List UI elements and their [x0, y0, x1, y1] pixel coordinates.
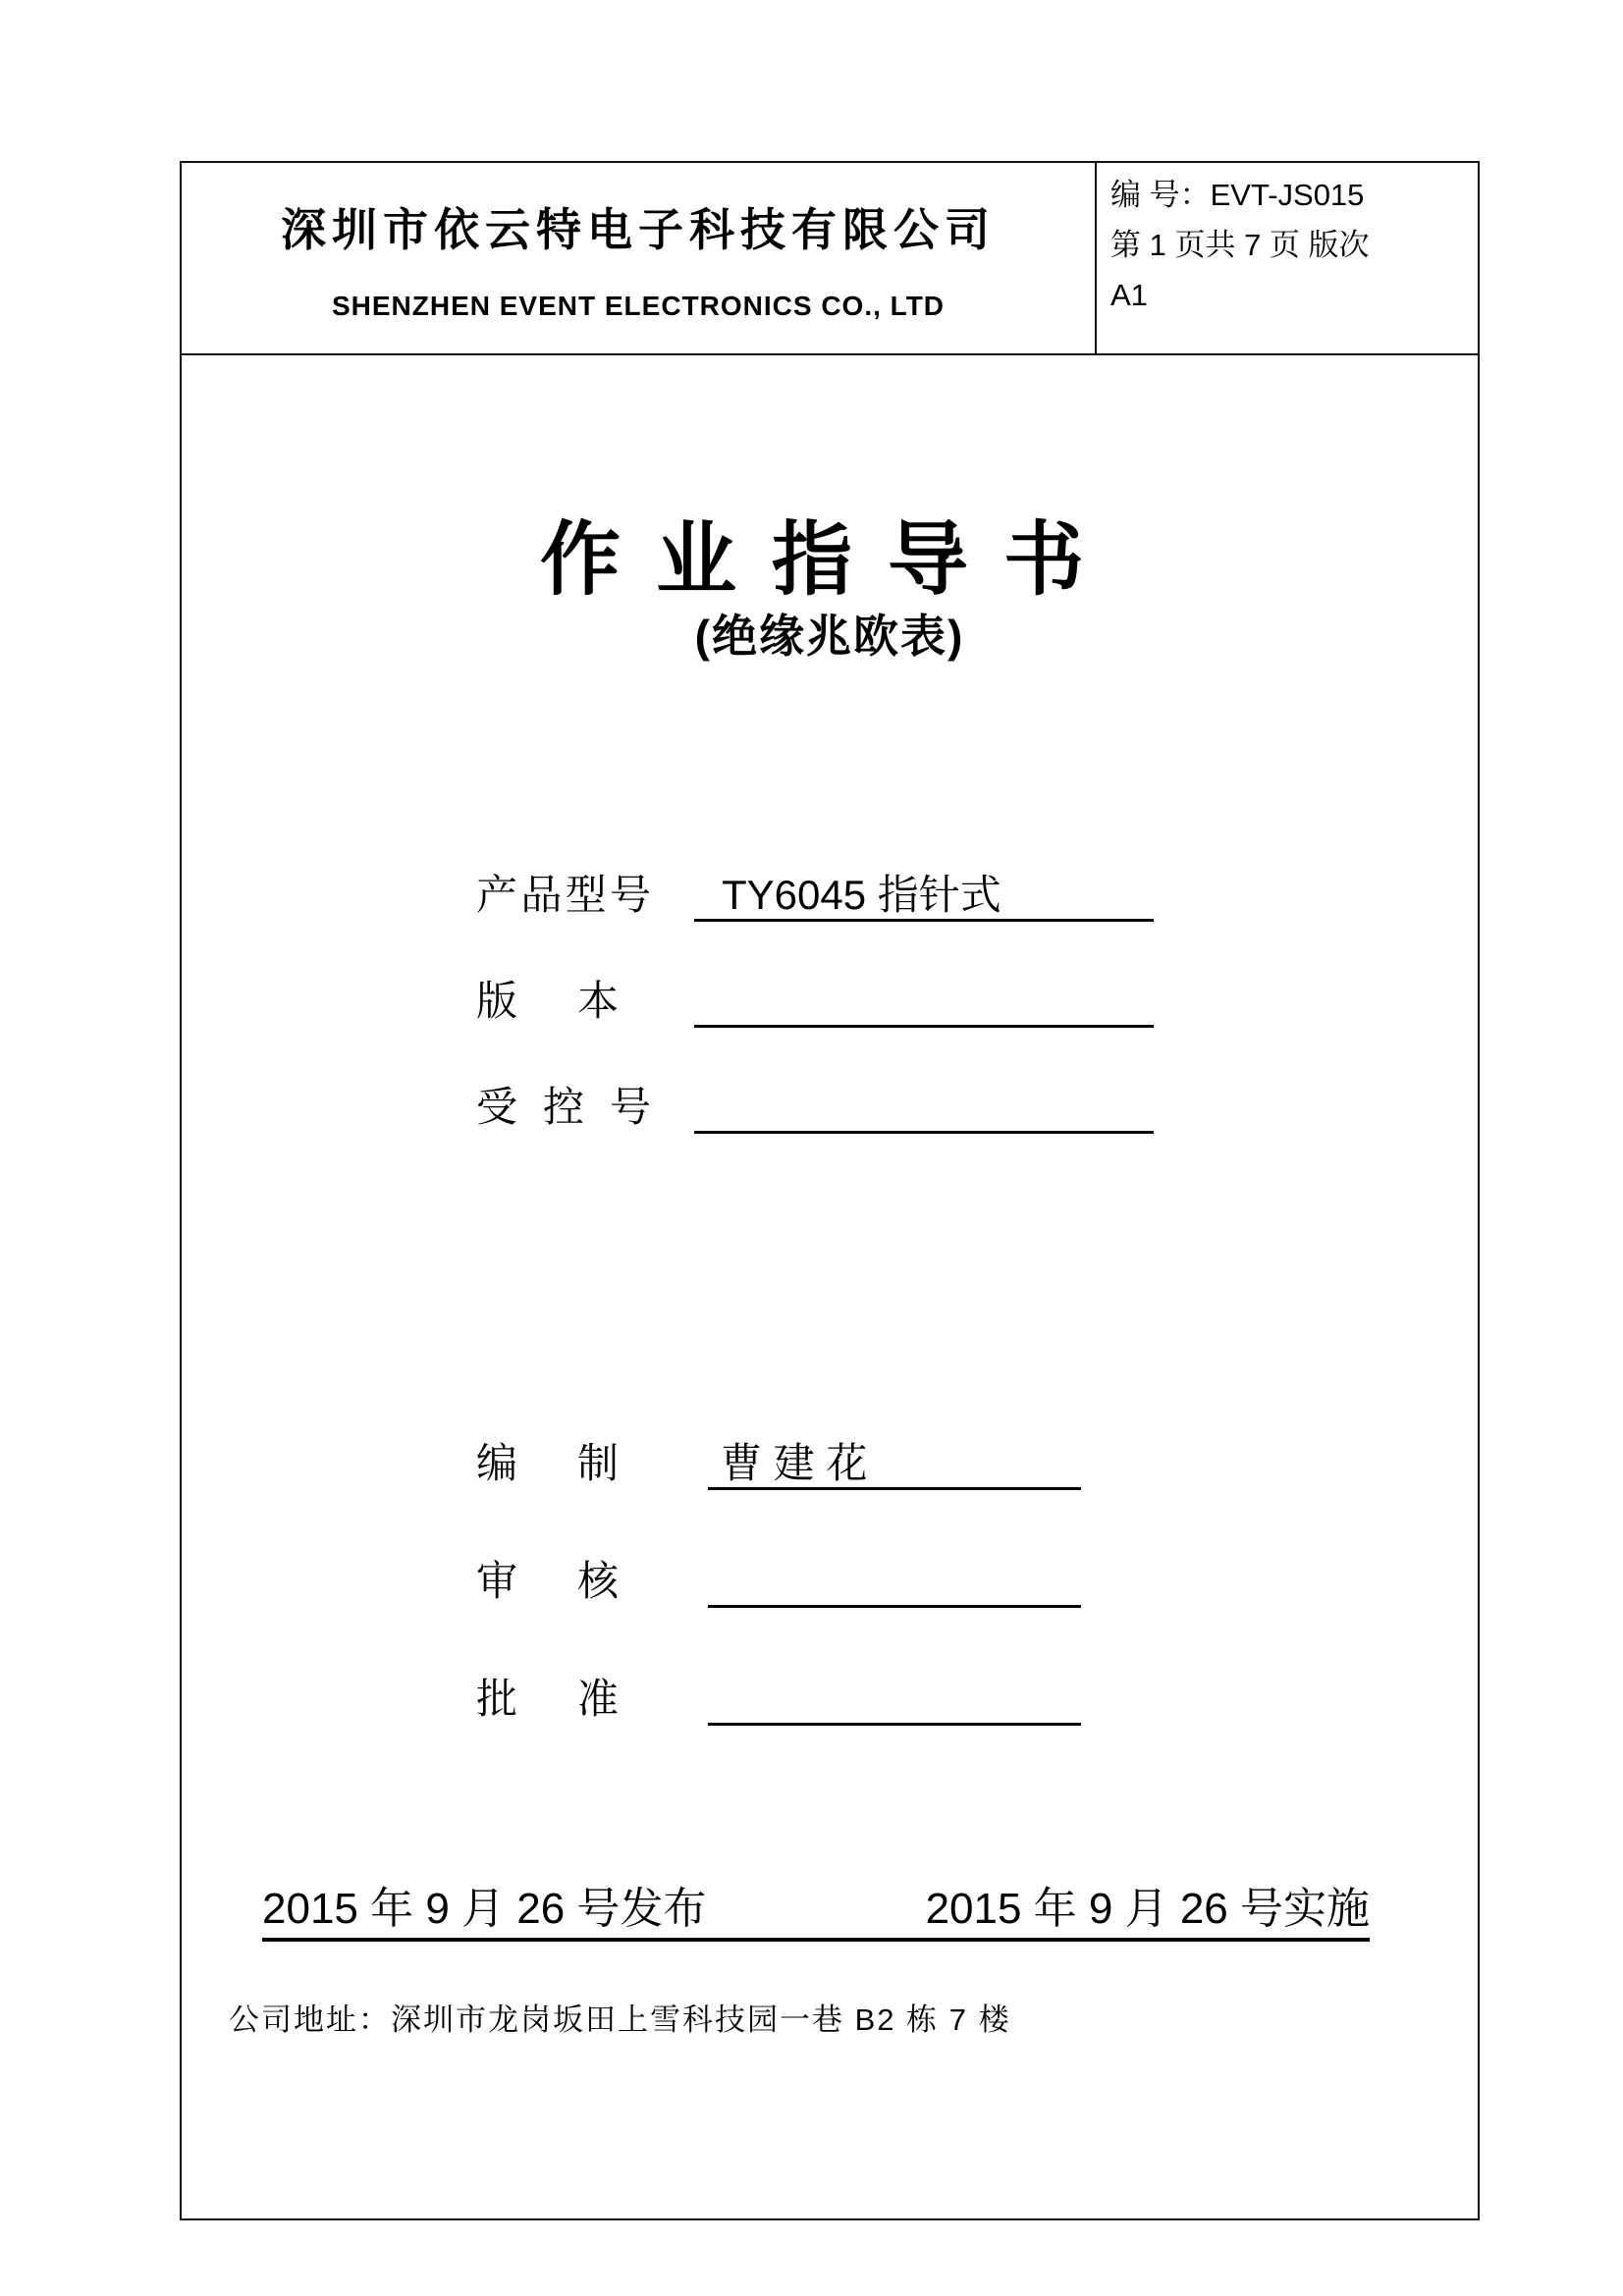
- field-value-version: [694, 976, 1154, 1028]
- field-row-version: [476, 976, 1409, 1028]
- company-name-en: SHENZHEN EVENT ELECTRONICS CO., LTD: [331, 291, 946, 321]
- signature-row-compiled-by: [476, 1438, 1409, 1490]
- implement-date: 2015 年 9 月 26 号实施: [925, 1885, 1370, 1933]
- doc-title: 作业指导书: [539, 515, 1119, 605]
- signature-label-compiled-by: 编制: [476, 1440, 619, 1486]
- field-value-control-number: [694, 1082, 1154, 1134]
- header-company-cell: [182, 163, 1095, 353]
- doc-subtitle: (绝缘兆欧表): [694, 611, 965, 662]
- signature-row-approved-by: [476, 1674, 1409, 1726]
- signature-value-compiled-by: 曹 建 花: [708, 1438, 1081, 1490]
- publish-date: 2015 年 9 月 26 号发布: [262, 1885, 707, 1933]
- signature-value-approved-by: [708, 1674, 1081, 1726]
- page-info: 第 1 页共 7 页 版次: [1110, 228, 1370, 262]
- doc-number: 编 号：EVT-JS015: [1110, 178, 1365, 212]
- company-name-cn: 深圳市依云特电子科技有限公司: [281, 204, 996, 255]
- header-table: [182, 163, 1478, 355]
- release-date-line: [262, 1881, 1370, 1942]
- header-docinfo-cell: [1095, 163, 1478, 353]
- company-address: 公司地址：深圳市龙岗坂田上雪科技园一巷 B2 栋 7 楼: [229, 2002, 1011, 2037]
- signature-value-reviewed-by: [708, 1556, 1081, 1608]
- revision-code: A1: [1110, 278, 1148, 312]
- field-label-control-number: 受控号: [476, 1084, 651, 1130]
- signature-label-reviewed-by: 审核: [476, 1558, 619, 1604]
- field-label-product-model: 产品型号: [476, 872, 651, 918]
- signature-label-approved-by: 批准: [476, 1676, 619, 1722]
- field-row-product-model: [476, 870, 1409, 922]
- page-border-frame: [180, 161, 1480, 2220]
- signature-row-reviewed-by: [476, 1556, 1409, 1608]
- field-row-control-number: [476, 1082, 1409, 1134]
- field-value-product-model: TY6045 指针式: [694, 870, 1154, 922]
- field-label-version: 版本: [476, 978, 619, 1024]
